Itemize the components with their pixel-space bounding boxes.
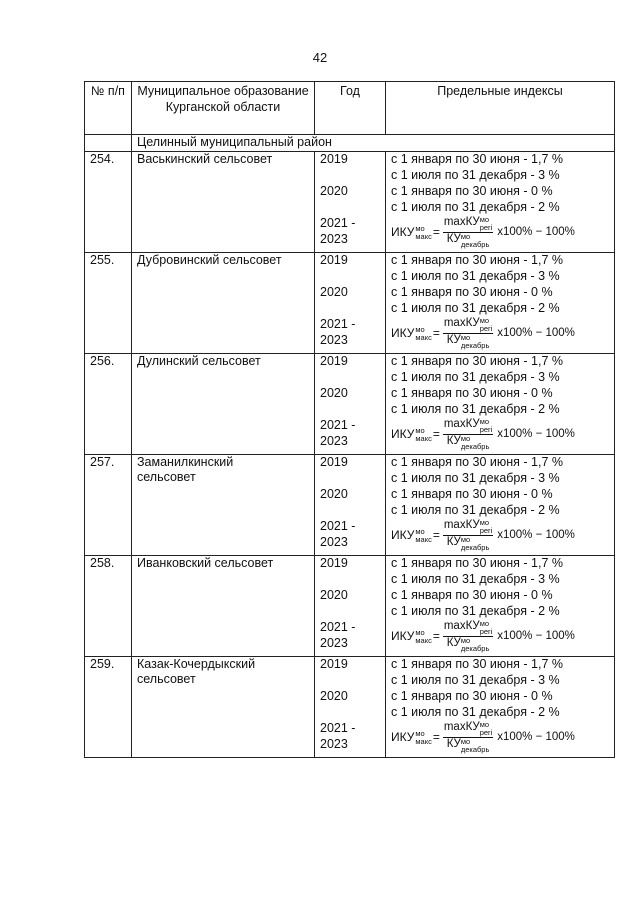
table-row — [85, 656, 615, 757]
header-index — [386, 82, 615, 135]
table-row — [85, 454, 615, 555]
formula-rhs: х100% − 100% — [497, 629, 575, 642]
formula-eq: = — [432, 729, 440, 744]
formula-num-sub: peri — [479, 728, 493, 737]
rows-body — [85, 151, 615, 757]
formula-eq: = — [432, 628, 440, 643]
header-name-text: Муниципальное образование Курганской области — [137, 84, 309, 114]
formula-num: maxКУ — [443, 519, 480, 531]
index-line-2: с 1 июля по 31 декабря - 3 % — [391, 571, 560, 586]
index-line-3: с 1 января по 30 июня - 0 % — [391, 587, 553, 602]
row-num-text: 257. — [90, 454, 115, 469]
row-num — [85, 353, 132, 454]
formula-num-sub: peri — [479, 223, 493, 232]
district-row — [85, 135, 615, 152]
formula-lhs-sup: мо — [415, 223, 425, 233]
row-num-text: 254. — [90, 151, 115, 166]
formula-rhs: х100% − 100% — [497, 528, 575, 541]
index-line-3: с 1 января по 30 июня - 0 % — [391, 385, 553, 400]
district-name: Целинный муниципальный район — [137, 135, 332, 149]
formula-den: КУ — [446, 334, 461, 346]
formula-den: КУ — [446, 233, 461, 245]
index-line-1: с 1 января по 30 июня - 1,7 % — [391, 656, 563, 671]
formula-num: maxКУ — [443, 620, 480, 632]
formula-rhs: х100% − 100% — [497, 427, 575, 440]
formula-lhs-sup: мо — [415, 627, 425, 637]
row-name-text: Заманилкинский сельсовет — [137, 454, 234, 484]
row-years — [315, 252, 386, 353]
year-2019: 2019 — [320, 151, 348, 166]
index-line-1: с 1 января по 30 июня - 1,7 % — [391, 151, 563, 166]
district-name-cell — [132, 135, 615, 152]
formula-num: maxКУ — [443, 721, 480, 733]
index-line-3: с 1 января по 30 июня - 0 % — [391, 183, 553, 198]
row-name — [132, 454, 315, 555]
index-line-1: с 1 января по 30 июня - 1,7 % — [391, 353, 563, 368]
year-2023: 2023 — [320, 736, 348, 751]
row-years — [315, 656, 386, 757]
row-indices — [386, 252, 615, 353]
row-name-text: Казак-Кочердыкский сельсовет — [137, 656, 256, 686]
row-indices — [386, 454, 615, 555]
formula-lhs: ИКУ — [391, 325, 415, 340]
formula-fraction — [443, 721, 493, 754]
header-year-text: Год — [340, 84, 360, 98]
formula-den-sub: декабрь — [460, 644, 490, 653]
formula-rhs: х100% − 100% — [497, 730, 575, 743]
formula-den: КУ — [446, 637, 461, 649]
row-name-text: Дулинский сельсовет — [137, 353, 261, 368]
formula-num-sub: peri — [479, 324, 493, 333]
row-indices — [386, 555, 615, 656]
row-indices — [386, 656, 615, 757]
row-name-text: Иванковский сельсовет — [137, 555, 274, 570]
formula-eq: = — [432, 527, 440, 542]
formula-fraction — [443, 317, 493, 350]
row-years — [315, 454, 386, 555]
index-formula — [391, 216, 614, 250]
header-num — [85, 82, 132, 135]
formula-num-sup: мо — [479, 518, 490, 527]
row-indices — [386, 353, 615, 454]
row-years — [315, 151, 386, 252]
index-line-4: с 1 июля по 31 декабря - 2 % — [391, 401, 560, 416]
page-number: 42 — [312, 50, 328, 65]
table-row — [85, 252, 615, 353]
table-row — [85, 151, 615, 252]
year-2020: 2020 — [320, 688, 348, 703]
formula-fraction — [443, 418, 493, 451]
formula-lhs: ИКУ — [391, 729, 415, 744]
year-2021: 2021 - — [320, 215, 356, 230]
header-num-text: № п/п — [91, 84, 125, 98]
index-line-1: с 1 января по 30 июня - 1,7 % — [391, 454, 563, 469]
index-formula — [391, 418, 614, 452]
index-line-2: с 1 июля по 31 декабря - 3 % — [391, 369, 560, 384]
indices-table — [84, 81, 615, 758]
index-line-4: с 1 июля по 31 декабря - 2 % — [391, 199, 560, 214]
formula-fraction — [443, 216, 493, 249]
formula-den-sub: декабрь — [460, 341, 490, 350]
year-2020: 2020 — [320, 183, 348, 198]
row-indices — [386, 151, 615, 252]
row-years — [315, 353, 386, 454]
row-num — [85, 151, 132, 252]
formula-den: КУ — [446, 435, 461, 447]
index-line-4: с 1 июля по 31 декабря - 2 % — [391, 704, 560, 719]
year-2023: 2023 — [320, 635, 348, 650]
year-2023: 2023 — [320, 332, 348, 347]
row-name-text: Дубровинский сельсовет — [137, 252, 282, 267]
index-line-3: с 1 января по 30 июня - 0 % — [391, 486, 553, 501]
row-num-text: 259. — [90, 656, 115, 671]
formula-num-sub: peri — [479, 425, 493, 434]
formula-lhs-sub: макс — [415, 534, 432, 544]
index-line-2: с 1 июля по 31 декабря - 3 % — [391, 672, 560, 687]
year-2021: 2021 - — [320, 720, 356, 735]
formula-den-sup: мо — [460, 333, 471, 342]
year-2019: 2019 — [320, 353, 348, 368]
year-2019: 2019 — [320, 252, 348, 267]
index-formula — [391, 620, 614, 654]
row-num-text: 255. — [90, 252, 115, 267]
formula-den-sub: декабрь — [460, 745, 490, 754]
index-line-4: с 1 июля по 31 декабря - 2 % — [391, 603, 560, 618]
index-line-2: с 1 июля по 31 декабря - 3 % — [391, 167, 560, 182]
formula-den-sup: мо — [460, 434, 471, 443]
row-num-text: 258. — [90, 555, 115, 570]
formula-lhs-sup: мо — [415, 526, 425, 536]
formula-num-sub: peri — [479, 627, 493, 636]
row-name — [132, 353, 315, 454]
year-2020: 2020 — [320, 486, 348, 501]
formula-lhs-sup: мо — [415, 425, 425, 435]
row-num — [85, 252, 132, 353]
index-line-3: с 1 января по 30 июня - 0 % — [391, 688, 553, 703]
index-line-4: с 1 июля по 31 декабря - 2 % — [391, 502, 560, 517]
row-name — [132, 555, 315, 656]
year-2019: 2019 — [320, 454, 348, 469]
formula-num: maxКУ — [443, 216, 480, 228]
district-num-cell — [85, 135, 132, 152]
formula-lhs-sub: макс — [415, 231, 432, 241]
index-line-1: с 1 января по 30 июня - 1,7 % — [391, 252, 563, 267]
formula-lhs-sup: мо — [415, 728, 425, 738]
table-header-row — [85, 82, 615, 135]
formula-lhs-sub: макс — [415, 736, 432, 746]
formula-den-sup: мо — [460, 737, 471, 746]
year-2019: 2019 — [320, 555, 348, 570]
table-row — [85, 353, 615, 454]
formula-num-sup: мо — [479, 619, 490, 628]
year-2020: 2020 — [320, 284, 348, 299]
formula-rhs: х100% − 100% — [497, 225, 575, 238]
formula-num-sup: мо — [479, 316, 490, 325]
formula-eq: = — [432, 325, 440, 340]
index-line-1: с 1 января по 30 июня - 1,7 % — [391, 555, 563, 570]
formula-lhs-sub: макс — [415, 433, 432, 443]
formula-den: КУ — [446, 536, 461, 548]
formula-rhs: х100% − 100% — [497, 326, 575, 339]
row-name-text: Васькинский сельсовет — [137, 151, 273, 166]
formula-den-sub: декабрь — [460, 442, 490, 451]
row-num — [85, 656, 132, 757]
index-line-2: с 1 июля по 31 декабря - 3 % — [391, 470, 560, 485]
row-name — [132, 151, 315, 252]
row-name — [132, 252, 315, 353]
header-year — [315, 82, 386, 135]
formula-lhs: ИКУ — [391, 426, 415, 441]
row-num-text: 256. — [90, 353, 115, 368]
year-2020: 2020 — [320, 587, 348, 602]
row-name — [132, 656, 315, 757]
year-2021: 2021 - — [320, 417, 356, 432]
formula-den: КУ — [446, 738, 461, 750]
index-line-3: с 1 января по 30 июня - 0 % — [391, 284, 553, 299]
formula-lhs: ИКУ — [391, 628, 415, 643]
formula-num-sup: мо — [479, 720, 490, 729]
formula-num: maxКУ — [443, 418, 480, 430]
formula-lhs-sub: макс — [415, 332, 432, 342]
year-2023: 2023 — [320, 231, 348, 246]
index-line-2: с 1 июля по 31 декабря - 3 % — [391, 268, 560, 283]
formula-fraction — [443, 519, 493, 552]
year-2021: 2021 - — [320, 619, 356, 634]
formula-lhs-sup: мо — [415, 324, 425, 334]
year-2023: 2023 — [320, 433, 348, 448]
row-num — [85, 454, 132, 555]
formula-num: maxКУ — [443, 317, 480, 329]
table-row — [85, 555, 615, 656]
index-formula — [391, 519, 614, 553]
year-2019: 2019 — [320, 656, 348, 671]
index-line-4: с 1 июля по 31 декабря - 2 % — [391, 300, 560, 315]
formula-lhs: ИКУ — [391, 527, 415, 542]
index-formula — [391, 721, 614, 755]
row-years — [315, 555, 386, 656]
formula-num-sup: мо — [479, 215, 490, 224]
formula-eq: = — [432, 224, 440, 239]
formula-den-sub: декабрь — [460, 240, 490, 249]
year-2020: 2020 — [320, 385, 348, 400]
formula-num-sub: peri — [479, 526, 493, 535]
index-formula — [391, 317, 614, 351]
formula-den-sup: мо — [460, 636, 471, 645]
formula-eq: = — [432, 426, 440, 441]
year-2021: 2021 - — [320, 316, 356, 331]
formula-lhs: ИКУ — [391, 224, 415, 239]
year-2023: 2023 — [320, 534, 348, 549]
row-num — [85, 555, 132, 656]
formula-lhs-sub: макс — [415, 635, 432, 645]
formula-den-sub: декабрь — [460, 543, 490, 552]
formula-num-sup: мо — [479, 417, 490, 426]
header-name — [132, 82, 315, 135]
formula-fraction — [443, 620, 493, 653]
year-2021: 2021 - — [320, 518, 356, 533]
formula-den-sup: мо — [460, 232, 471, 241]
formula-den-sup: мо — [460, 535, 471, 544]
header-index-text: Предельные индексы — [437, 84, 563, 98]
